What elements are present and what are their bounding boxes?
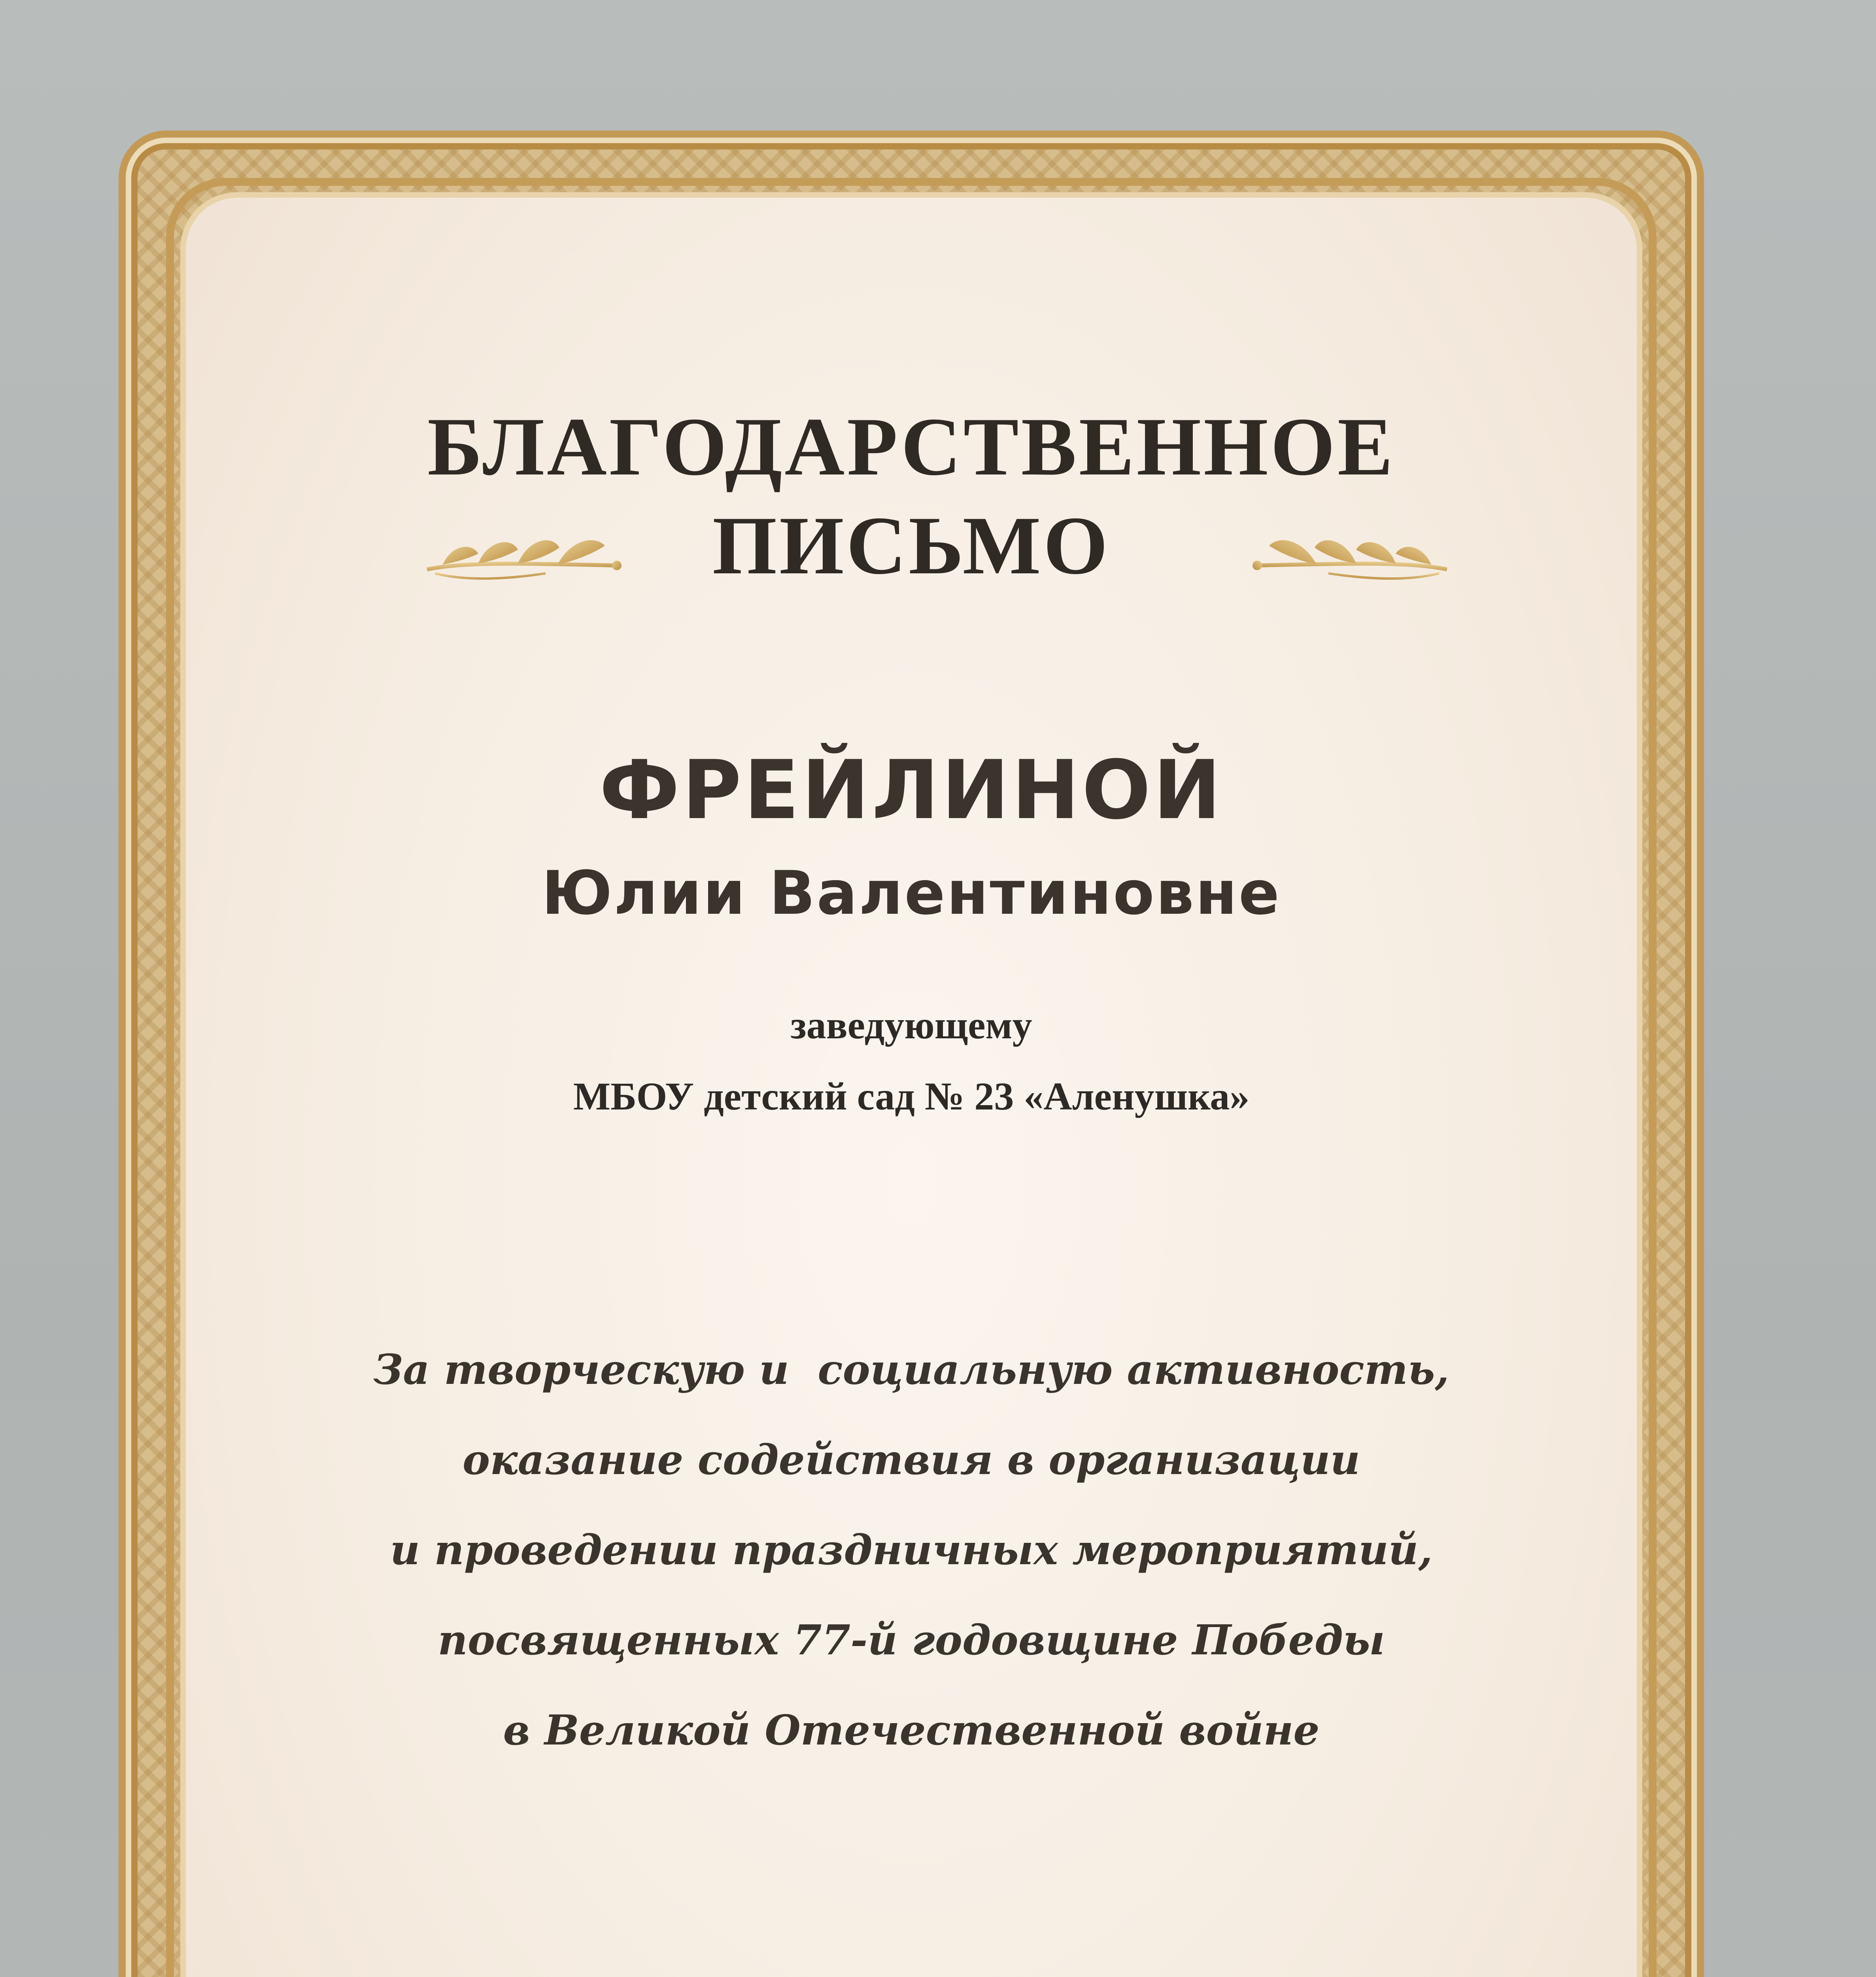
citation-line: в Великой Отечественной войне — [503, 1706, 1320, 1754]
recipient-position: заведующему — [790, 1003, 1032, 1047]
certificate-title-line2: ПИСЬМО — [712, 500, 1111, 592]
certificate-title-line1: БЛАГОДАРСТВЕННОЕ — [427, 401, 1395, 493]
citation-text — [186, 1325, 1637, 1775]
laurel-ornament-left-icon — [419, 518, 625, 589]
citation-line: оказание содействия в организации — [462, 1435, 1360, 1484]
laurel-ornament-right-icon — [1249, 518, 1455, 589]
citation-line: посвященных 77-й годовщине Победы — [438, 1616, 1385, 1664]
recipient-surname: ФРЕЙЛИНОЙ — [599, 743, 1224, 837]
citation-line: За творческую и социальную активность, — [373, 1345, 1449, 1394]
recipient-organization: МБОУ детский сад № 23 «Аленушка» — [573, 1074, 1250, 1118]
recipient-given-names: Юлии Валентиновне — [542, 858, 1281, 928]
citation-line: и проведении праздничных мероприятий, — [390, 1525, 1433, 1574]
